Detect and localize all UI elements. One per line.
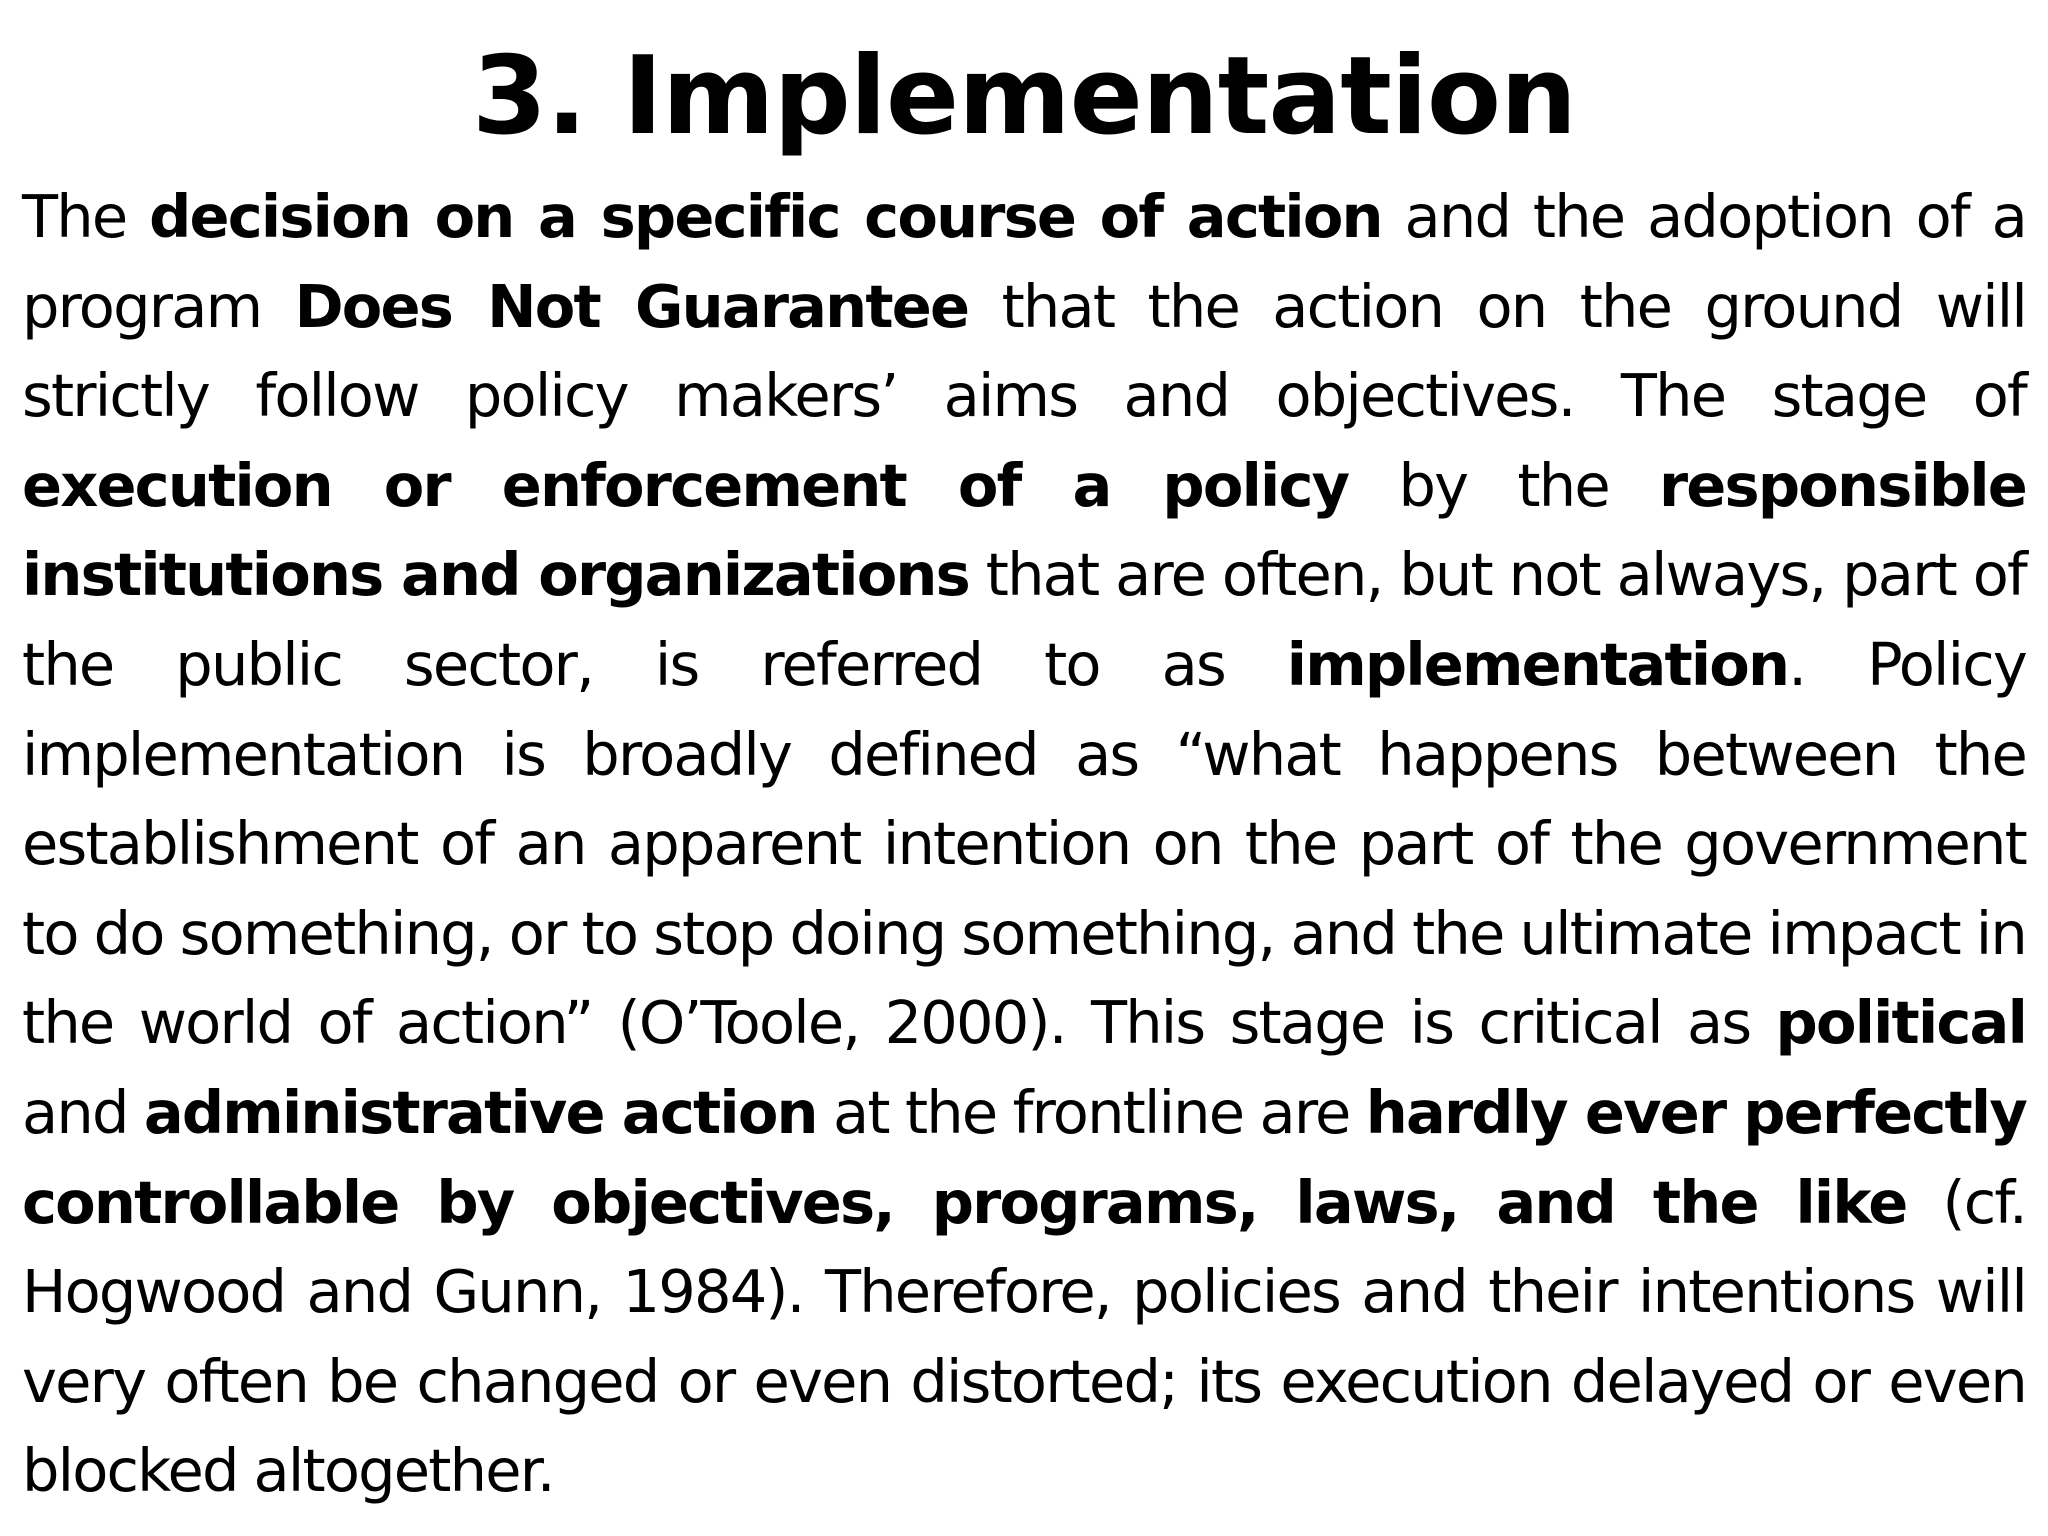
bold-phrase: responsible institutions and organizations (22, 450, 2027, 610)
bold-phrase: decision on a specific course of action (149, 182, 1382, 251)
text-run: by the (1348, 450, 1659, 520)
bold-phrase: administrative action (143, 1077, 817, 1147)
text-run: at the frontline are (816, 1077, 1366, 1147)
text-run: and (22, 1077, 144, 1147)
slide-title: 3. Implementation (472, 34, 1576, 159)
text-run: The (22, 182, 150, 251)
bold-phrase: implementation (1286, 629, 1789, 699)
text-run: that are often, but not always, part of the public sector, is referred to as (22, 540, 2026, 699)
bold-phrase: Does Not Guarantee (294, 271, 969, 341)
bold-phrase: political (1775, 988, 2026, 1058)
bold-phrase: hardly ever perfectly controllable by objectives, programs, laws, and the like (22, 1077, 2026, 1237)
text-run: that the action on the ground will strictly follow policy makers’ aims and objectives. The stage of (22, 271, 2026, 431)
bold-phrase: execution or enforcement of a policy (22, 450, 1349, 520)
body-paragraph (22, 172, 2026, 1516)
text-run: and the adoption of a program (22, 182, 2026, 341)
text-run: . Policy implementation is broadly defined as “what happens between the establishment of an apparent intention on the part of the government to do something, or to stop doing something, and the ultimate impact in the world of action” (O’Toole, 2000). This stage is critical as (22, 629, 2026, 1058)
text-run: (cf. Hogwood and Gunn, 1984). Therefore, policies and their intentions will very often be changed or even distorted; its execution delayed or even blocked altogether. (22, 1167, 2026, 1506)
